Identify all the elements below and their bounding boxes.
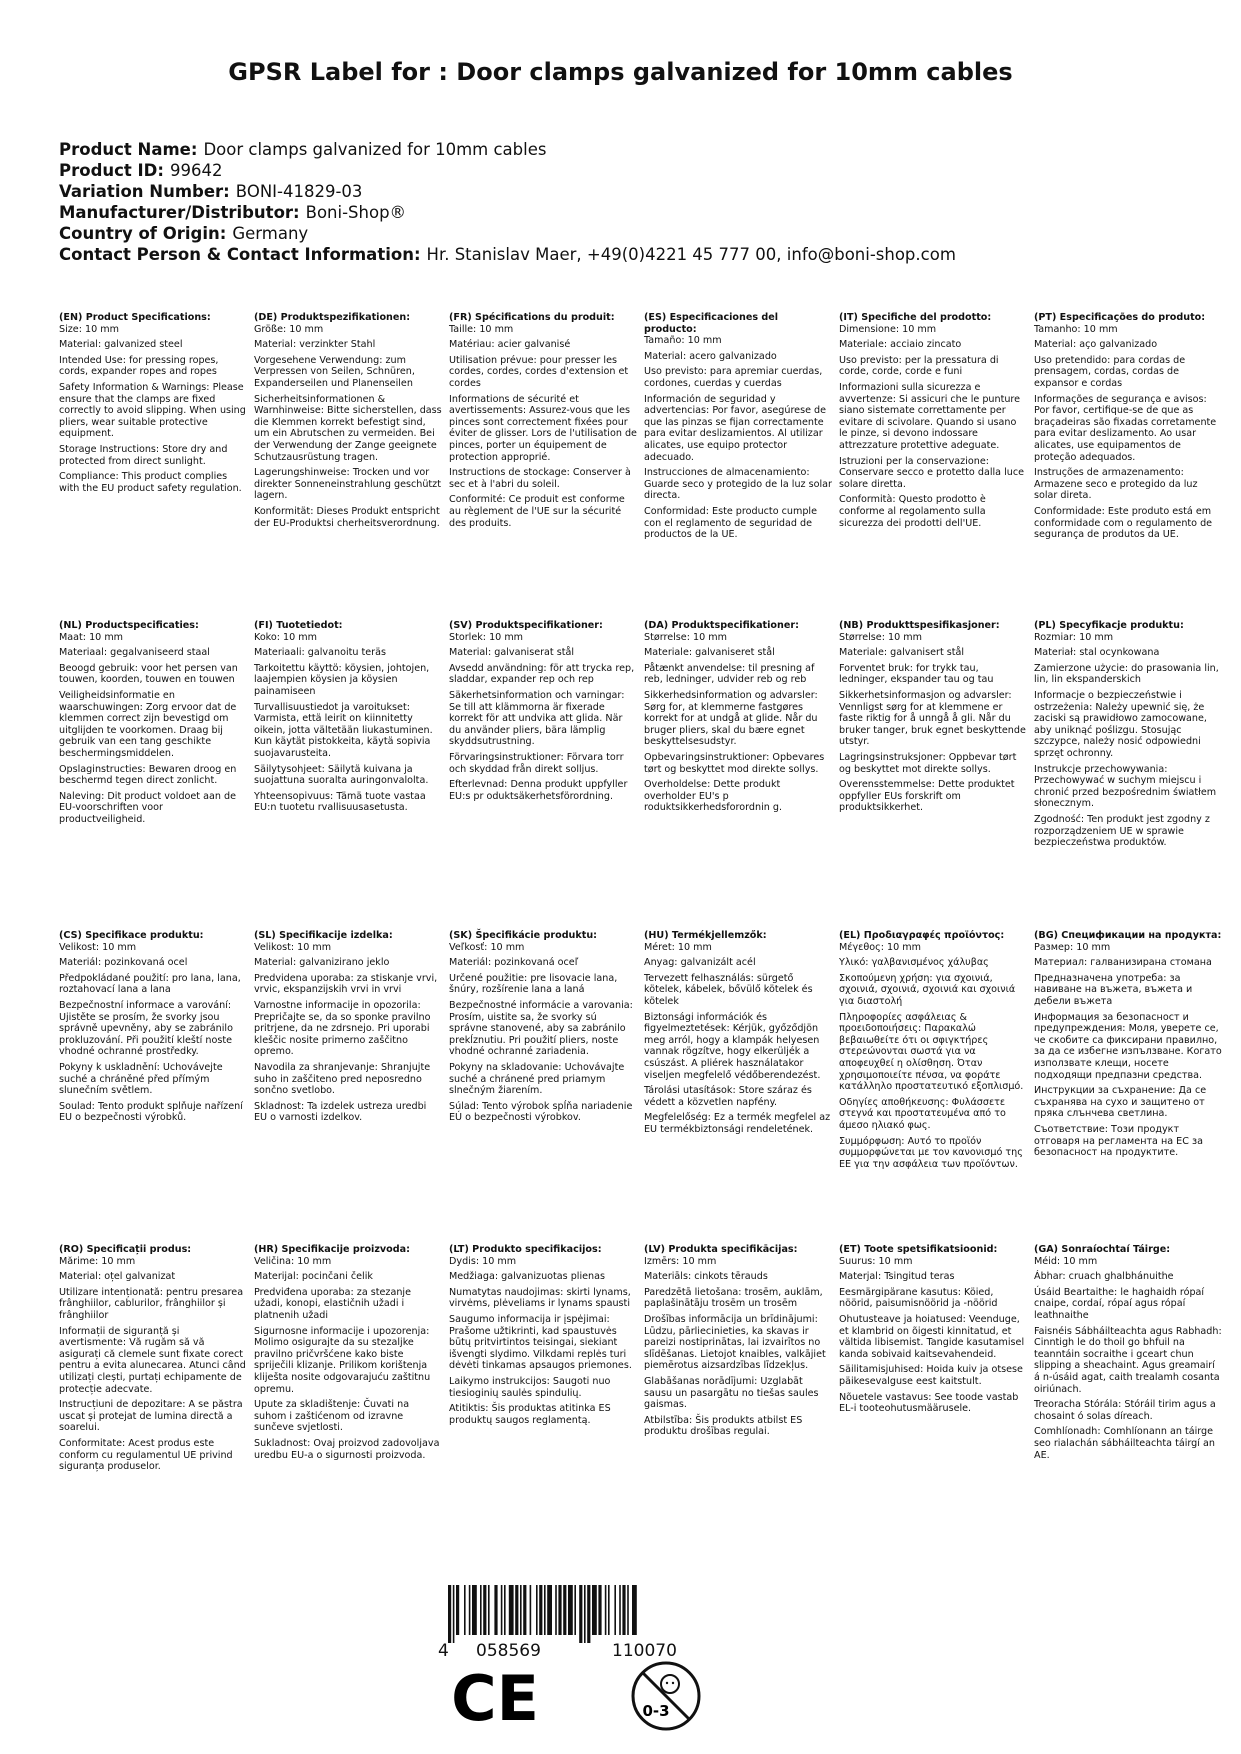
- barcode-bar: [523, 1585, 526, 1635]
- spec-line: Sigurnosne informacije i upozorenja: Molimo osigurajte da su stezaljke pravilno pričvršćene kako biste spriječili klizanje. Prilikom korištenja kliješta nosite odgovarajuću zaštitnu opremu.: [254, 1325, 431, 1395]
- spec-block: [644, 1244, 832, 1438]
- spec-line: Storlek: 10 mm: [449, 631, 524, 643]
- barcode-bar: [456, 1585, 459, 1635]
- spec-line: Beoogd gebruik: voor het persen van touwen, koorden, touwen en touwen: [59, 662, 238, 686]
- spec-line: Yhteensopivuus: Tämä tuote vastaa EU:n tuotetu rvallisuusasetusta.: [254, 790, 426, 814]
- spec-heading: (RO) Specificații produs:: [59, 1244, 192, 1255]
- barcode-bar: [544, 1585, 546, 1635]
- spec-line: Instrucțiuni de depozitare: A se păstra uscat și protejat de lumina directă a soarelui.: [59, 1399, 243, 1434]
- spec-block: [254, 312, 442, 529]
- spec-line: Ábhar: cruach ghalbhánuithe: [1034, 1271, 1174, 1283]
- variation-number-label: Variation Number:: [59, 182, 230, 201]
- spec-line: Conformidad: Este producto cumple con el reglamento de seguridad de productos de la UE.: [644, 505, 817, 541]
- barcode-bar: [483, 1585, 486, 1635]
- barcode-bar: [472, 1585, 477, 1635]
- spec-line: Informacje o bezpieczeństwie i ostrzeżenia: Należy upewnić się, że zaciski są prawidłowo zamocowane, aby uniknąć poślizgu. Stosując szczypce, należy nosić odpowiedni sprzęt ochronny.: [1034, 689, 1207, 759]
- spec-line: Pokyny na skladovanie: Uchovávajte suché a chránené pred priamym slnečným žiarením.: [449, 1061, 625, 1097]
- spec-line: Overensstemmelse: Dette produktet oppfyller EUs forskrift om produktsikkerhet.: [839, 779, 1015, 814]
- spec-line: Tamanho: 10 mm: [1034, 323, 1118, 335]
- spec-line: Atbilstība: Šis produkts atbilst ES produktu drošības regulai.: [644, 1414, 803, 1438]
- spec-line: Veľkosť: 10 mm: [449, 941, 525, 953]
- product-id-label: Product ID:: [59, 161, 164, 180]
- spec-heading: (PL) Specyfikacje produktu:: [1034, 620, 1184, 631]
- spec-line: Größe: 10 mm: [254, 323, 324, 335]
- country-of-origin-value: Germany: [232, 224, 309, 243]
- spec-line: Vorgesehene Verwendung: zum Verpressen von Seilen, Schnüren, Expanderseilen und Planenseilen: [254, 354, 415, 389]
- spec-line: Conformidade: Este produto está em conformidade com o regulamento de segurança de produtos da UE.: [1034, 505, 1213, 541]
- spec-line: Material: galvaniserat stål: [449, 647, 575, 659]
- spec-line: Tarkoitettu käyttö: köysien, johtojen, laajempien köysien ja köysien painamiseen: [254, 662, 430, 697]
- barcode-bar: [622, 1585, 625, 1635]
- spec-heading: (CS) Specifikace produktu:: [59, 930, 204, 941]
- spec-line: Säilytysohjeet: Säilytä kuivana ja suojattuna suoralta auringonvalolta.: [254, 763, 429, 787]
- spec-line: Materiaal: gegalvaniseerd staal: [59, 647, 210, 659]
- country-of-origin-label: Country of Origin:: [59, 224, 227, 243]
- spec-line: Skladnost: Ta izdelek ustreza uredbi EU o varnosti izdelkov.: [254, 1100, 427, 1124]
- spec-line: Maat: 10 mm: [59, 631, 124, 643]
- spec-line: Biztonsági információk és figyelmeztetések: Kérjük, győződjön meg arról, hogy a klampák helyesen vannak rögzítve, hogy elkerüljék a csúszást. A pliérek használatakor viseljen megfelelő védőberendezést.: [644, 1011, 821, 1081]
- spec-line: Materiaali: galvanoitu teräs: [254, 647, 386, 659]
- spec-block: [254, 620, 442, 814]
- spec-line: Opslaginstructies: Bewaren droog en beschermd tegen direct zonlicht.: [59, 763, 237, 787]
- spec-line: Tervezett felhasználás: sürgető kötelek, kábelek, bővülő kötelek és kötelek: [644, 972, 813, 1007]
- spec-line: Velikost: 10 mm: [59, 941, 137, 953]
- spec-line: Informations de sécurité et avertissements: Assurez-vous que les pinces sont correctement fixées pour éviter de glisser. Lors de l'utilisation de pinces, porter un équipement de protection approprié.: [449, 393, 637, 463]
- spec-line: Medžiaga: galvanizuotas plienas: [449, 1271, 605, 1283]
- barcode-bar: [605, 1585, 607, 1635]
- spec-line: Forventet bruk: for trykk tau, ledninger, ekspander tau og tau: [839, 662, 994, 686]
- spec-line: Förvaringsinstruktioner: Förvara torr och skyddad från direkt solljus.: [449, 751, 624, 775]
- spec-line: Paredzētā lietošana: trosēm, auklām, paplašinātāju trosēm un trosēm: [644, 1286, 823, 1310]
- barcode-bar: [547, 1585, 552, 1635]
- barcode-bar: [568, 1585, 573, 1635]
- spec-line: Dimensione: 10 mm: [839, 323, 937, 335]
- spec-heading: (DA) Produktspecifikationer:: [644, 620, 799, 631]
- barcode-bar: [592, 1585, 597, 1635]
- spec-line: Påtænkt anvendelse: til presning af reb, ledninger, udvider reb og reb: [644, 662, 815, 686]
- barcode-bar: [574, 1585, 576, 1635]
- spec-line: Úsáid Beartaithe: le haghaidh rópaí cnaipe, cordaí, rópaí agus rópaí leathnaithe: [1034, 1286, 1205, 1321]
- barcode-digits-right: 110070: [612, 1641, 677, 1661]
- country-of-origin-row: [59, 223, 956, 244]
- spec-block: [449, 312, 637, 529]
- spec-line: Informações de segurança e avisos: Por favor, certifique-se de que as braçadeiras são fixadas corretamente para evitar deslizamento. Ao usar alicates, use equipamentos de proteção adequados.: [1034, 393, 1217, 463]
- age-warning-text: 0-3: [642, 1702, 670, 1720]
- spec-line: Súlad: Tento výrobok spĺňa nariadenie EÚ o bezpečnosti výrobkov.: [449, 1100, 633, 1124]
- spec-line: Bezpečnostní informace a varování: Ujistěte se prosím, že svorky jsou správně upevněny, aby se zabránilo prokluzování. Při použití kleští noste vhodné ochranné prostředky.: [59, 999, 233, 1058]
- barcode-bar: [509, 1585, 514, 1635]
- spec-line: Materiāls: cinkots tērauds: [644, 1271, 768, 1283]
- spec-line: Uso previsto: para apremiar cuerdas, cordones, cuerdas y cuerdas: [644, 366, 823, 389]
- barcode-bar: [530, 1585, 532, 1635]
- spec-line: Størrelse: 10 mm: [839, 631, 922, 643]
- barcode-bar: [584, 1585, 586, 1643]
- spec-line: Koko: 10 mm: [254, 631, 317, 643]
- barcode-bar: [504, 1585, 506, 1635]
- spec-heading: (NB) Produkttspesifikasjoner:: [839, 620, 1000, 631]
- spec-line: Sicherheitsinformationen & Warnhinweise: Bitte sicherstellen, dass die Klemmen korrekt befestigt sind, um ein Abrutschen zu vermeiden. Bei der Verwendung der Zange geeignete Schutzausrüstung tragen.: [254, 393, 442, 463]
- spec-heading: (FI) Tuotetiedot:: [254, 620, 343, 631]
- barcode-bar: [598, 1585, 601, 1635]
- spec-line: Sukladnost: Ovaj proizvod zadovoljava uredbu EU-a o sigurnosti proizvoda.: [254, 1437, 440, 1461]
- spec-line: Material: verzinkter Stahl: [254, 339, 376, 351]
- spec-line: Rozmiar: 10 mm: [1034, 631, 1114, 643]
- spec-line: Lagerungshinweise: Trocken und vor direkter Sonneneinstrahlung geschützt lagern.: [254, 467, 441, 502]
- spec-line: Съответствие: Този продукт отговаря на регламента на ЕС за безопасност на продуктите.: [1034, 1123, 1203, 1159]
- spec-block: [59, 620, 247, 826]
- spec-block: [839, 312, 1027, 529]
- spec-line: Předpokládané použití: pro lana, lana, roztahovací lana a lana: [59, 972, 241, 996]
- spec-line: Säilitamisjuhised: Hoida kuiv ja otsese päikesevalguse eest kaitstult.: [839, 1364, 1023, 1387]
- spec-line: Instrucciones de almacenamiento: Guarde seco y protegido de la luz solar directa.: [644, 467, 832, 502]
- spec-line: Varnostne informacije in opozorila: Prepričajte se, da so sponke pravilno pritrjene, da ne zdrsnejo. Pri uporabi kleščic nosite primerno zaščitno opremo.: [254, 999, 431, 1058]
- barcode-digit-lead: 4: [438, 1641, 449, 1661]
- spec-block: [449, 1244, 637, 1426]
- barcode-digits-left: 058569: [476, 1641, 541, 1661]
- spec-line: Conformitate: Acest produs este conform cu regulamentul UE privind siguranța produselor.: [59, 1437, 233, 1473]
- spec-block: [839, 620, 1027, 814]
- contact-row: [59, 244, 956, 265]
- spec-line: Konformität: Dieses Produkt entspricht der EU-Produktsi cherheitsverordnung.: [254, 505, 440, 529]
- page-title: GPSR Label for : Door clamps galvanized for 10mm cables: [228, 58, 1013, 86]
- spec-line: Naleving: Dit product voldoet aan de EU-voorschriften voor productveiligheid.: [59, 790, 236, 825]
- ce-mark-icon: [450, 1666, 540, 1728]
- spec-line: Matériau: acier galvanisé: [449, 339, 571, 351]
- spec-block: [254, 930, 442, 1124]
- spec-block: [839, 930, 1027, 1170]
- spec-line: Σκοπούμενη χρήση: για σχοινιά, σχοινιά, σχοινιά, σχοινιά και σχοινιά για διαστολή: [839, 972, 1016, 1007]
- spec-line: Materjal: Tsingitud teras: [839, 1271, 955, 1283]
- spec-line: Taille: 10 mm: [449, 323, 514, 335]
- spec-line: Størrelse: 10 mm: [644, 631, 727, 643]
- variation-number-row: [59, 181, 956, 202]
- spec-line: Drošības informācija un brīdinājumi: Lūdzu, pārliecinieties, ka skavas ir pareizi nostiprinātas, lai izvairītos no slīdēšanas. Lietojot knaibles, valkājiet piemērotus aizsardzības līdzekļus.: [644, 1313, 826, 1372]
- spec-line: Méid: 10 mm: [1034, 1255, 1098, 1267]
- spec-line: Uso pretendido: para cordas de prensagem, cordas, cordas de expansor e cordas: [1034, 354, 1186, 389]
- barcode-bar: [480, 1585, 482, 1635]
- spec-block: [1034, 620, 1222, 849]
- spec-heading: (DE) Produktspezifikationen:: [254, 312, 411, 323]
- barcode-bar: [520, 1585, 522, 1635]
- barcode-bar: [627, 1585, 629, 1635]
- spec-line: Instruções de armazenamento: Armazene seco e protegido da luz solar direta.: [1034, 467, 1198, 502]
- spec-block: [59, 1244, 247, 1473]
- manufacturer-value: Boni-Shop®: [305, 203, 407, 222]
- spec-heading: (ET) Toote spetsifikatsioonid:: [839, 1244, 998, 1255]
- spec-line: Istruzioni per la conservazione: Conservare secco e protetto dalla luce solare diretta.: [839, 455, 1025, 490]
- ean-barcode: [438, 1585, 734, 1643]
- spec-line: Compliance: This product complies with the EU product safety regulation.: [59, 471, 242, 494]
- spec-line: Υλικό: γαλβανισμένος χάλυβας: [839, 957, 989, 969]
- spec-line: Megfelelőség: Ez a termék megfelel az EU termékbiztonsági rendeletének.: [644, 1112, 831, 1135]
- spec-heading: (SL) Specifikacije izdelka:: [254, 930, 393, 941]
- spec-line: Eesmärgipärane kasutus: Köied, nöörid, paisumisnöörid ja -nöörid: [839, 1286, 998, 1310]
- spec-line: Conformité: Ce produit est conforme au règlement de l'UE sur la sécurité des produits.: [449, 494, 625, 529]
- spec-line: Material: oțel galvanizat: [59, 1271, 176, 1283]
- spec-line: Size: 10 mm: [59, 323, 119, 335]
- spec-line: Συμμόρφωση: Αυτό το προϊόν συμμορφώνεται με τον κανονισμό της ΕΕ για την ασφάλεια των προϊόντων.: [839, 1135, 1023, 1170]
- age-warning-icon: [630, 1660, 702, 1732]
- spec-line: Materiale: acciaio zincato: [839, 339, 962, 351]
- barcode-bar: [539, 1585, 542, 1635]
- spec-line: Efterlevnad: Denna produkt uppfyller EU:s pr oduktsäkerhetsförordning.: [449, 779, 628, 802]
- spec-line: Информация за безопасност и предупреждения: Моля, уверете се, че скобите са фиксирани правилно, за да се избегне изпълзване. Когато използвате клещи, носете подходящи предпазни средства.: [1034, 1011, 1222, 1081]
- spec-line: Určené použitie: pre lisovacie lana, šnúry, rozšírenie lana a laná: [449, 972, 618, 996]
- contact-value: Hr. Stanislav Maer, +49(0)4221 45 777 00, info@boni-shop.com: [426, 245, 956, 264]
- spec-line: Storage Instructions: Store dry and protected from direct sunlight.: [59, 443, 228, 467]
- spec-line: Materiale: galvaniseret stål: [644, 647, 775, 659]
- spec-line: Laikymo instrukcijos: Saugoti nuo tiesioginių saulės spindulių.: [449, 1375, 611, 1399]
- barcode-bar: [494, 1585, 497, 1635]
- spec-line: Μέγεθος: 10 mm: [839, 941, 921, 953]
- spec-heading: (HR) Specifikacije proizvoda:: [254, 1244, 410, 1255]
- spec-line: Glabāšanas norādījumi: Uzglabāt sausu un pasargātu no tiešas saules gaismas.: [644, 1375, 819, 1411]
- spec-line: Navodila za shranjevanje: Shranjujte suho in zaščiteno pred neposredno sončno svetlobo.: [254, 1061, 431, 1097]
- spec-heading: (FR) Spécifications du produit:: [449, 312, 615, 323]
- spec-line: Veličina: 10 mm: [254, 1255, 332, 1267]
- spec-heading: (SK) Špecifikácie produktu:: [449, 930, 598, 941]
- spec-heading: (EL) Προδιαγραφές προϊόντος:: [839, 930, 1005, 941]
- spec-line: Instrukcje przechowywania: Przechowywać w suchym miejscu i chronić przed bezpośrednim światłem słonecznym.: [1034, 763, 1217, 810]
- barcode-bar: [632, 1585, 637, 1635]
- product-name-value: Door clamps galvanized for 10mm cables: [203, 140, 547, 159]
- spec-line: Ohutusteave ja hoiatused: Veenduge, et klambrid on õigesti kinnitatud, et vältida libisemist. Tangide kasutamisel kanda sobivaid kaitsevahendeid.: [839, 1313, 1025, 1360]
- spec-line: Avsedd användning: för att trycka rep, sladdar, expander rep och rep: [449, 662, 635, 686]
- barcode-bar: [563, 1585, 566, 1635]
- spec-line: Materiał: stal ocynkowana: [1034, 647, 1160, 659]
- spec-block: [59, 930, 247, 1124]
- barcode-bar: [469, 1585, 471, 1635]
- spec-heading: (BG) Спецификации на продукта:: [1034, 930, 1222, 941]
- spec-line: Soulad: Tento produkt splňuje nařízení EU o bezpečnosti výrobků.: [59, 1100, 243, 1124]
- spec-line: Izmērs: 10 mm: [644, 1255, 717, 1267]
- spec-line: Bezpečnostné informácie a varovania: Prosím, uistite sa, že svorky sú správne stanovené, aby sa zabránilo prekĺznutiu. Pri použití pliers, noste vhodné ochranné zariadenia.: [449, 999, 633, 1058]
- spec-line: Material: acero galvanizado: [644, 350, 777, 362]
- product-info: [59, 139, 956, 265]
- spec-line: Инструкции за съхранение: Да се съхранява на сухо и защитено от пряка слънчева светлина.: [1034, 1085, 1207, 1120]
- spec-line: Pokyny k uskladnění: Uchovávejte suché a chráněné před přímým slunečním světlem.: [59, 1061, 223, 1097]
- spec-line: Οδηγίες αποθήκευσης: Φυλάσσετε στεγνά και προστατευμένα από το άμεσο ηλιακό φως.: [839, 1096, 1006, 1131]
- barcode-bar: [501, 1585, 503, 1635]
- spec-line: Conformità: Questo prodotto è conforme al regolamento sulla sicurezza dei prodotti dell'UE.: [839, 494, 986, 529]
- barcode-bar: [488, 1585, 490, 1635]
- spec-line: Informații de siguranță și avertismente: Vă rugăm să vă asigurați că clemele sunt fixate corect pentru a evita alunecarea. Atunci când utilizați clești, purtați echipamente de protecție adecvate.: [59, 1325, 246, 1395]
- spec-line: Informazioni sulla sicurezza e avvertenze: Si assicuri che le punture siano sistemate correttamente per evitare di scivolare. Quando si usano le pinze, si devono indossare attrezzature protettive adeguate.: [839, 381, 1021, 451]
- spec-line: Saugumo informacija ir įspėjimai: Prašome užtikrinti, kad spaustuvės būtų pritvirtintos teisingai, siekiant išvengti slydimo. Vilkdami replės turi dėvėti tinkamas apsaugos priemones.: [449, 1313, 632, 1372]
- spec-line: Sikkerhetsinformasjon og advarsler: Vennligst sørg for at klemmene er faste riktig for å unngå å gli. Når du bruker tanger, bruk egnet beskyttende utstyr.: [839, 689, 1026, 748]
- barcode-bar: [555, 1585, 557, 1635]
- spec-line: Utilizare intenționată: pentru presarea frânghiilor, cablurilor, frânghiilor și frânghiilor: [59, 1286, 244, 1321]
- ce-mark-text: CE: [451, 1666, 539, 1728]
- spec-heading: (SV) Produktspecifikationer:: [449, 620, 603, 631]
- spec-line: Treoracha Stórála: Stóráil tirim agus a chosaint ó solas díreach.: [1034, 1399, 1216, 1422]
- spec-block: [59, 312, 247, 494]
- spec-line: Uso previsto: per la pressatura di corde, corde, corde e funi: [839, 354, 999, 378]
- spec-line: Utilisation prévue: pour presser les cordes, cordes, cordes d'extension et cordes: [449, 354, 629, 389]
- spec-line: Upute za skladištenje: Čuvati na suhom i zaštićenom od izravne sunčeve svjetlosti.: [254, 1399, 410, 1434]
- spec-line: Velikost: 10 mm: [254, 941, 332, 953]
- spec-line: Nõuetele vastavus: See toode vastab EL-i tooteohutusmäärusele.: [839, 1391, 1019, 1415]
- spec-block: [254, 1244, 442, 1461]
- spec-line: Tárolási utasítások: Store száraz és védett a közvetlen napfény.: [644, 1085, 812, 1108]
- spec-heading: (HU) Termékjellemzők:: [644, 930, 767, 941]
- spec-line: Atitiktis: Šis produktas atitinka ES produktų saugos reglamentą.: [449, 1403, 611, 1426]
- spec-heading: (LV) Produkta specifikācijas:: [644, 1244, 798, 1255]
- spec-line: Instructions de stockage: Conserver à sec et à l'abri du soleil.: [449, 467, 631, 490]
- barcode-bar: [536, 1585, 538, 1635]
- spec-block: [449, 620, 637, 802]
- spec-block: [1034, 312, 1222, 541]
- spec-line: Sikkerhedsinformation og advarsler: Sørg for, at klemmerne fastgøres korrekt for at undgå at glide. Når du bruger pliers, skal du bære egnet beskyttelsesudstyr.: [644, 689, 818, 748]
- spec-line: Intended Use: for pressing ropes, cords, expander ropes and ropes: [59, 354, 219, 378]
- barcode-bar: [619, 1585, 621, 1635]
- spec-line: Размер: 10 mm: [1034, 941, 1111, 953]
- manufacturer-label: Manufacturer/Distributor:: [59, 203, 300, 222]
- spec-line: Zgodność: Ten produkt jest zgodny z rozporządzeniem UE w sprawie bezpieczeństwa produktów.: [1034, 813, 1210, 849]
- spec-block: [644, 930, 832, 1136]
- spec-line: Tamaño: 10 mm: [644, 335, 722, 347]
- spec-line: Material: aço galvanizado: [1034, 339, 1158, 351]
- spec-line: Faisnéis Sábháilteachta agus Rabhadh: Cinntigh le do thoil go bhfuil na teanntáin socraithe i gceart chun slipping a sheachaint. Agus greamairí á n-úsáid agat, caith trealamh cosanta oiriúnach.: [1034, 1325, 1222, 1395]
- spec-line: Méret: 10 mm: [644, 941, 712, 953]
- barcode-bar: [579, 1585, 582, 1643]
- spec-block: [839, 1244, 1027, 1415]
- spec-block: [1034, 1244, 1222, 1461]
- spec-line: Säkerhetsinformation och varningar: Se till att klämmorna är fixerade korrekt för att undvika att glida. När du använder pliers, bära lämplig skyddsutrustning.: [449, 689, 625, 748]
- barcode-bar: [558, 1585, 561, 1635]
- product-name-label: Product Name:: [59, 140, 198, 159]
- spec-line: Materijal: pocinčani čelik: [254, 1271, 373, 1283]
- spec-heading: (GA) Sonraíochtaí Táirge:: [1034, 1244, 1171, 1255]
- spec-line: Материал: галванизирана стомана: [1034, 957, 1212, 969]
- contact-label: Contact Person & Contact Information:: [59, 245, 421, 264]
- spec-line: Overholdelse: Dette produkt overholder EU's p roduktsikkerhedsforordnin g.: [644, 779, 783, 814]
- barcode-bar: [515, 1585, 518, 1635]
- product-name-row: [59, 139, 956, 160]
- spec-line: Turvallisuustiedot ja varoitukset: Varmista, että leirit on kiinnitetty oikein, jotta vältetään liukastuminen. Kun käytät pistokkeita, käytä sopivia suojavarusteita.: [254, 701, 433, 759]
- product-id-value: 99642: [169, 161, 223, 180]
- variation-number-value: BONI-41829-03: [235, 182, 363, 201]
- spec-block: [644, 620, 832, 814]
- spec-line: Materiál: pozinkovaná ocel: [59, 957, 188, 969]
- spec-block: [1034, 930, 1222, 1159]
- spec-line: Предназначена употреба: за навиване на въжета, въжета и дебели въжета: [1034, 972, 1193, 1007]
- spec-heading: (EN) Product Specifications:: [59, 312, 211, 323]
- spec-line: Información de seguridad y advertencias: Por favor, asegúrese de que las pinzas se fijan correctamente para evitar deslizamientos. Al utilizar alicates, use equipo protector adecuado.: [644, 393, 827, 463]
- spec-line: Material: galvanized steel: [59, 339, 183, 351]
- product-id-row: [59, 160, 956, 181]
- spec-line: Πληροφορίες ασφάλειας & προειδοποιήσεις: Παρακαλώ βεβαιωθείτε ότι οι σφιγκτήρες στερεώνονται σωστά για να αποφευχθεί η ολίσθηση. Όταν χρησιμοποιείτε πένσα, να φοράτε κατάλληλο προστατευτικό εξοπλισμό.: [839, 1011, 1024, 1093]
- spec-line: Material: galvanizirano jeklo: [254, 957, 390, 969]
- spec-heading: (IT) Specifiche del prodotto:: [839, 312, 992, 323]
- spec-heading: (NL) Productspecificaties:: [59, 620, 199, 631]
- spec-line: Materiale: galvanisert stål: [839, 647, 965, 659]
- spec-line: Safety Information & Warnings: Please ensure that the clamps are fixed correctly to avoid slipping. When using pliers, wear suitable protective equipment.: [59, 381, 246, 440]
- spec-line: Zamierzone użycie: do prasowania lin, lin, lin ekspanderskich: [1034, 662, 1219, 686]
- spec-block: [644, 312, 832, 541]
- spec-line: Veiligheidsinformatie en waarschuwingen: Zorg ervoor dat de klemmen correct zijn bevestigd om uitglijden te voorkomen. Draag bij gebruik van een tang geschikte beschermingsmiddelen.: [59, 689, 237, 759]
- spec-line: Lagringsinstruksjoner: Oppbevar tørt og beskyttet mot direkte sollys.: [839, 751, 1017, 775]
- spec-line: Materiál: pozinkovaná oceľ: [449, 957, 579, 969]
- barcode-bar: [587, 1585, 590, 1643]
- spec-line: Numatytas naudojimas: skirti lynams, virvėms, plėveliams ir lynams spausti: [449, 1286, 631, 1310]
- spec-line: Suurus: 10 mm: [839, 1255, 913, 1267]
- barcode-bar: [464, 1585, 466, 1635]
- spec-line: Predviđena uporaba: za stezanje užadi, konopi, elastičnih užadi i platnenih užadi: [254, 1286, 411, 1321]
- barcode-bar: [453, 1585, 455, 1643]
- barcode-bar: [608, 1585, 610, 1635]
- spec-heading: (ES) Especificaciones del producto:: [644, 312, 779, 335]
- spec-block: [449, 930, 637, 1124]
- spec-line: Predvidena uporaba: za stiskanje vrvi, vrvic, ekspanzijskih vrvi in vrvi: [254, 972, 438, 996]
- barcode-bar: [448, 1585, 451, 1643]
- manufacturer-row: [59, 202, 956, 223]
- spec-line: Mărime: 10 mm: [59, 1255, 136, 1267]
- spec-line: Opbevaringsinstruktioner: Opbevares tørt og beskyttet mod direkte sollys.: [644, 751, 825, 775]
- spec-line: Comhlíonadh: Comhlíonann an táirge seo rialachán sábháilteachta táirgí an AE.: [1034, 1426, 1215, 1461]
- spec-heading: (PT) Especificações do produto:: [1034, 312, 1206, 323]
- spec-heading: (LT) Produkto specifikacijos:: [449, 1244, 602, 1255]
- barcode-bar: [614, 1585, 616, 1635]
- spec-line: Dydis: 10 mm: [449, 1255, 517, 1267]
- spec-line: Anyag: galvanizált acél: [644, 957, 756, 969]
